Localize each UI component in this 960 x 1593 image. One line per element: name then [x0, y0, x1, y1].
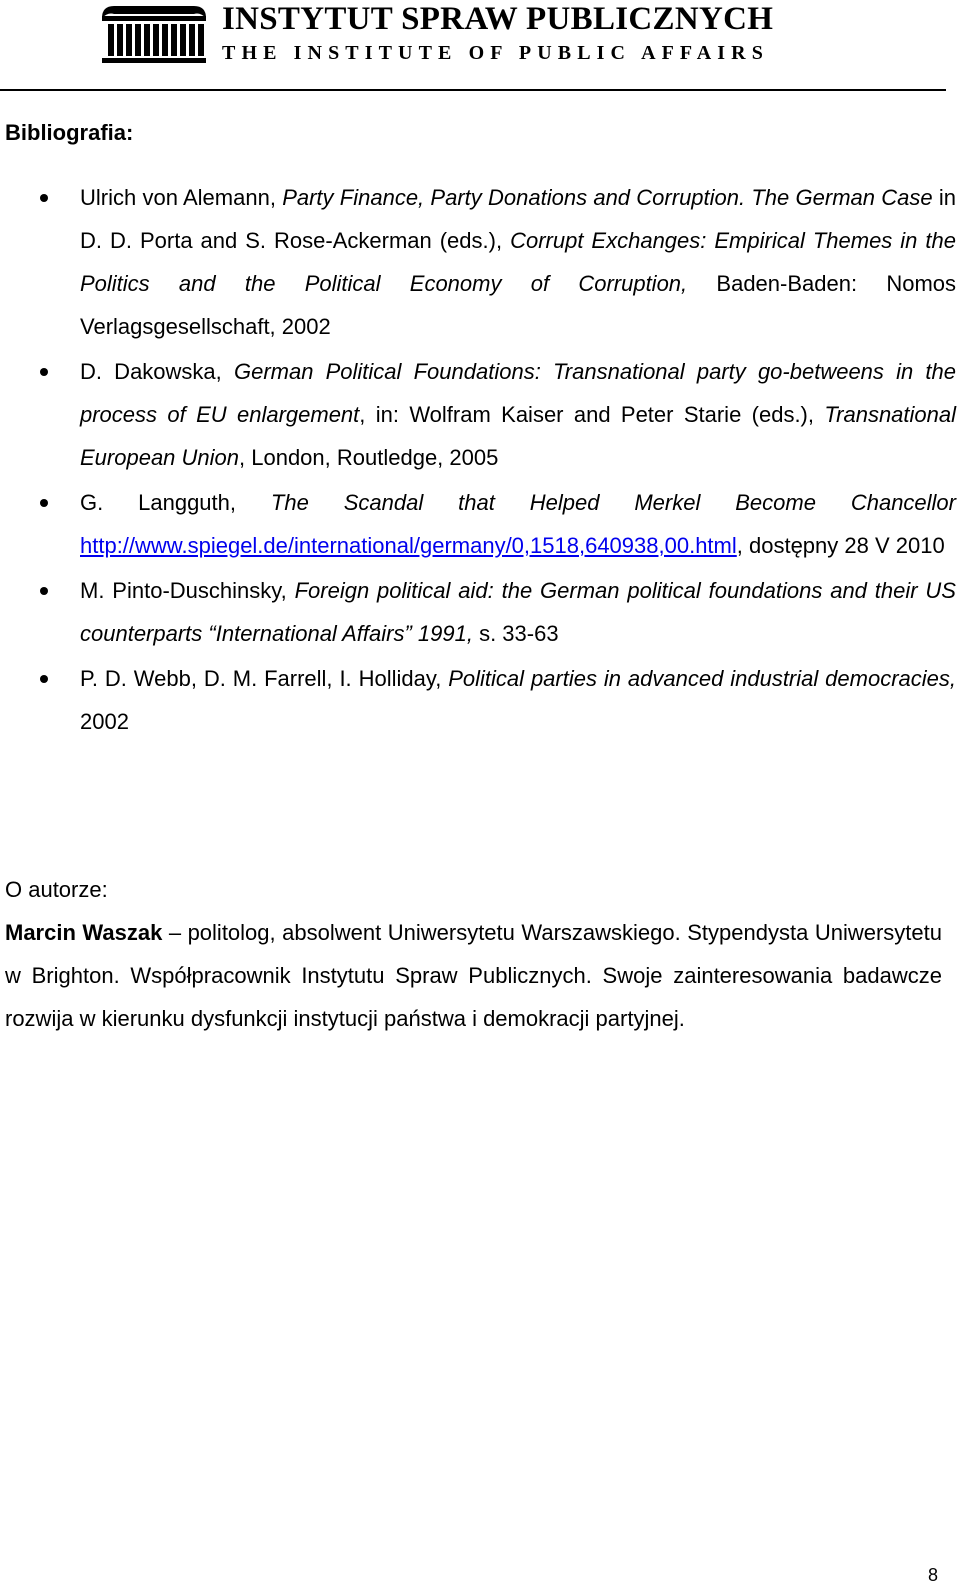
item-title: Party Finance, Party Donations and Corruption. The German Case — [282, 185, 933, 210]
item-title: Foreign political aid: the German political foundations and their US counterparts “International Affairs” 1991, — [80, 578, 956, 646]
bibliography-item — [0, 350, 960, 479]
bibliography-item — [0, 569, 960, 655]
bibliography-heading: Bibliografia: — [5, 120, 134, 145]
author-bio: – politolog, absolwent Uniwersytetu Warszawskiego. Stypendysta Uniwersytetu w Brighton. Współpracownik Instytutu Spraw Publicznych. Swoje zainteresowania badawcze rozwija w kierunku dysfunkcji instytucji państwa i demokracji partyjnej. — [5, 920, 942, 1031]
bullet-icon — [40, 368, 48, 376]
bibliography-item — [0, 657, 960, 743]
item-editors: , in: Wolfram Kaiser and Peter Starie (eds.), — [359, 402, 825, 427]
item-author: M. Pinto-Duschinsky, — [80, 578, 295, 603]
item-publication: s. 33-63 — [472, 621, 559, 646]
item-author: P. D. Webb, D. M. Farrell, I. Holliday, — [80, 666, 449, 691]
header-divider — [0, 89, 946, 91]
item-publication: , dostępny 28 V 2010 — [736, 533, 945, 558]
bullet-icon — [40, 587, 48, 595]
bullet-icon — [40, 194, 48, 202]
bibliography-list — [0, 176, 960, 745]
spiegel-article-link[interactable]: http://www.spiegel.de/international/germany/0,1518,640938,00.html — [80, 533, 737, 558]
item-source: Transnational European Union — [80, 402, 957, 470]
item-publication: Baden-Baden: Nomos Verlagsgesellschaft, 2002 — [80, 271, 957, 339]
bullet-icon — [40, 675, 48, 683]
item-title: Political parties in advanced industrial democracies, — [448, 666, 957, 691]
item-editors: in D. D. Porta and S. Rose-Ackerman (eds.), — [80, 185, 956, 253]
author-name: Marcin Waszak — [5, 920, 163, 945]
bibliography-item — [0, 481, 960, 567]
bullet-icon — [40, 499, 48, 507]
item-publication: 2002 — [80, 709, 129, 734]
about-author-heading: O autorze: — [5, 877, 108, 902]
item-title: The Scandal that Helped Merkel Become Chancellor — [270, 490, 956, 515]
item-author: Ulrich von Alemann, — [80, 185, 283, 210]
document-header — [0, 0, 960, 96]
institute-name-english: THE INSTITUTE OF PUBLIC AFFAIRS — [222, 42, 769, 64]
item-author: D. Dakowska, — [80, 359, 234, 384]
institute-name-polish: INSTYTUT SPRAW PUBLICZNYCH — [222, 1, 774, 37]
item-source: Corrupt Exchanges: Empirical Themes in the Politics and the Political Economy of Corruption, — [80, 228, 956, 296]
item-title: German Political Foundations: Transnational party go-betweens in the process of EU enlargement — [80, 359, 956, 427]
about-author-text — [5, 911, 942, 1040]
institute-logo-icon — [100, 2, 208, 64]
bibliography-item — [0, 176, 960, 348]
item-author: G. Langguth, — [80, 490, 271, 515]
item-publication: , London, Routledge, 2005 — [239, 445, 499, 470]
page-number: 8 — [928, 1565, 939, 1585]
